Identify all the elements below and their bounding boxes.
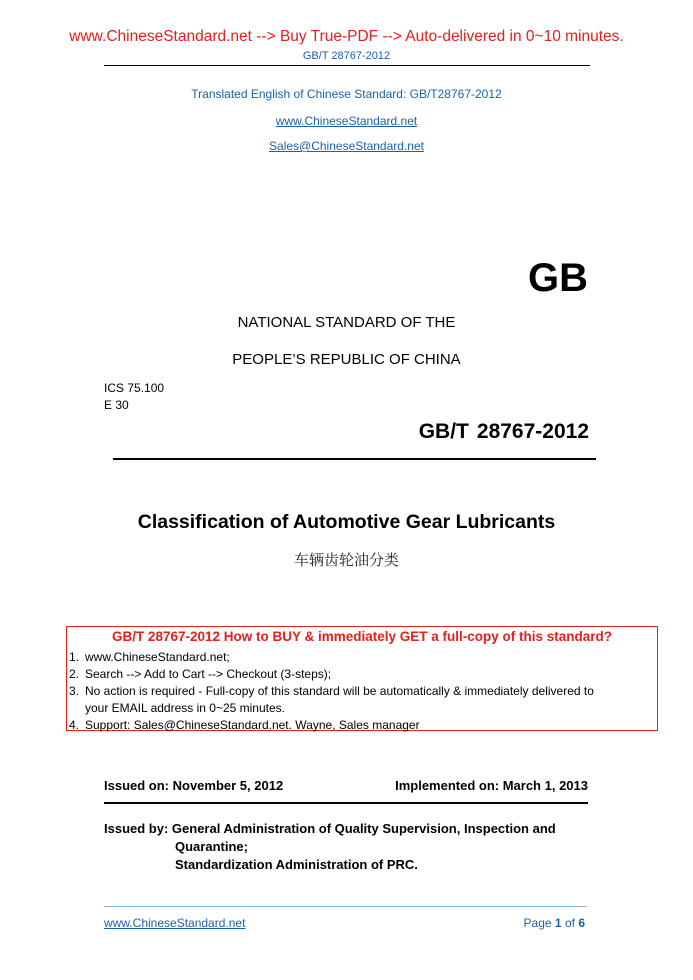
header-standard-code: GB/T 28767-2012 [302, 50, 391, 62]
top-banner[interactable]: www.ChineseStandard.net --> Buy True-PDF --> Auto-delivered in 0~10 minutes. [69, 28, 624, 45]
implemented-date: Implemented on: March 1, 2013 [395, 778, 588, 793]
website-link[interactable]: www.ChineseStandard.net [275, 114, 418, 128]
purchase-box-title: GB/T 28767-2012 How to BUY & immediately GET a full-copy of this standard? [111, 629, 613, 644]
standard-code: 28767-2012 [476, 420, 589, 443]
ics-code: ICS 75.100 [104, 381, 165, 395]
national-standard-line1: NATIONAL STANDARD OF THE [237, 314, 456, 331]
total-pages: 6 [578, 916, 585, 930]
classification-codes [104, 380, 164, 414]
purchase-info-box [66, 626, 658, 731]
list-item: 1. www.ChineseStandard.net; [69, 650, 230, 664]
document-title: Classification of Automotive Gear Lubricants [137, 511, 556, 533]
ccs-code: E 30 [104, 398, 129, 412]
footer-website-link[interactable]: www.ChineseStandard.net [104, 916, 246, 930]
footer-divider [104, 906, 587, 907]
gb-mark: GB [528, 256, 588, 300]
national-standard-line2: PEOPLE’S REPUBLIC OF CHINA [232, 351, 461, 368]
list-item: 4. Support: Sales@ChineseStandard.net. Wayne, Sales manager [69, 718, 420, 732]
current-page: 1 [554, 916, 562, 930]
page-indicator: Page 1 of 6 [523, 916, 585, 930]
dates-divider [104, 802, 588, 804]
translation-notice: Translated English of Chinese Standard: GB/T28767-2012 [191, 87, 502, 101]
email-link[interactable]: Sales@ChineseStandard.net [269, 139, 424, 153]
issuing-authority: Issued by: General Administration of Quality Supervision, Inspection and Quarantine; Standardization Administration of PRC. [104, 821, 556, 872]
title-divider [113, 458, 596, 460]
header-divider [104, 65, 590, 66]
document-title-chinese: 车辆齿轮油分类 [293, 551, 399, 569]
list-item: 3. No action is required - Full-copy of this standard will be automatically & immediately delivered to [69, 684, 594, 698]
issued-date: Issued on: November 5, 2012 [104, 778, 284, 793]
standard-number [419, 420, 589, 444]
purchase-steps-list [69, 649, 594, 734]
standard-prefix: GB/T [418, 420, 469, 443]
list-item-continuation: your EMAIL address in 0~25 minutes. [85, 701, 285, 715]
list-item: 2. Search --> Add to Cart --> Checkout (3-steps); [69, 667, 332, 681]
